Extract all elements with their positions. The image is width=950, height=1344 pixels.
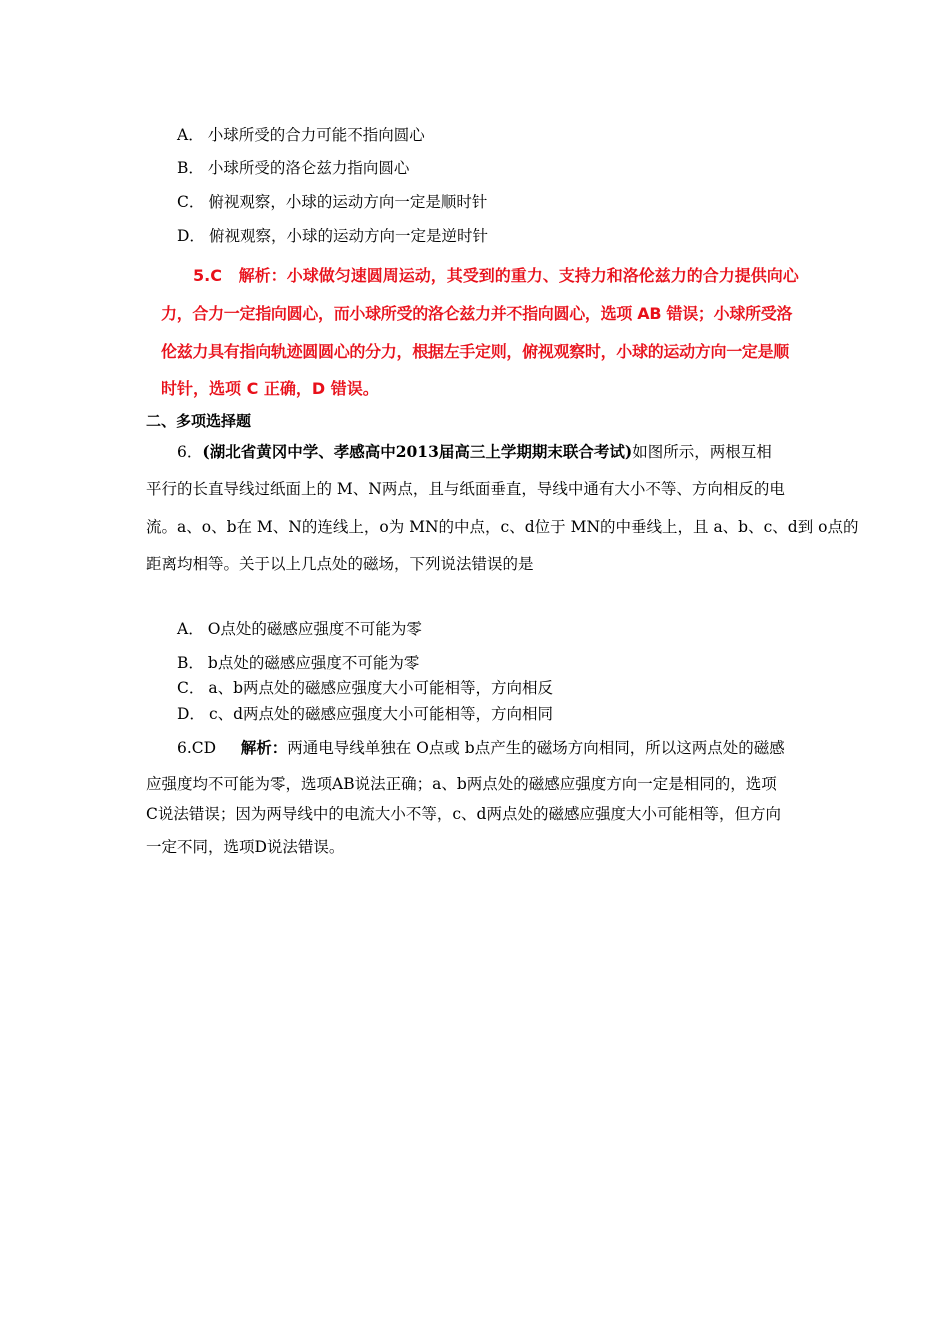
q6-answer-line-4: 一定不同，选项D说法错误。 [146,838,345,856]
q5-answer-line-3: 伦兹力具有指向轨迹圆圆心的分力，根据左手定则，俯视观察时，小球的运动方向一定是顺 [161,342,790,361]
answer-tag: 5.C [193,266,222,285]
option-label: B． [177,159,204,177]
option-text: 小球所受的合力可能不指向圆心 [207,126,425,144]
question-text: 如图所示，两根互相 [632,443,772,461]
question-number: 6． [177,443,203,461]
option-text: O点处的磁感应强度不可能为零 [207,620,422,638]
q6-stem-line-2: 平行的长直导线过纸面上的 M、N两点，且与纸面垂直，导线中通有大小不等、方向相反的电 [146,480,785,498]
answer-label: 解析： [240,738,288,757]
q6-stem-line-4: 距离均相等。关于以上几点处的磁场，下列说法错误的是 [146,555,534,573]
answer-text: 两通电导线单独在 O点或 b点产生的磁场方向相同，所以这两点处的磁感 [287,739,785,757]
q5-option-d [177,229,488,245]
option-label: D． [177,705,205,723]
q5-answer-line-2: 力，合力一定指向圆心，而小球所受的洛仑兹力并不指向圆心，选项 AB 错误；小球所受洛 [161,304,793,323]
q6-stem-line-3: 流。a、o、b在 M、N的连线上，o为 MN的中点，c、d位于 MN的中垂线上，且 a、b、c、d到 o点的 [146,518,859,536]
option-label: A． [177,620,204,638]
q6-option-a [177,622,422,638]
option-label: A． [177,126,204,144]
q6-answer-line-1 [177,740,785,757]
answer-text: 小球做匀速圆周运动，其受到的重力、支持力和洛伦兹力的合力提供向心 [286,266,799,285]
q5-option-c [177,195,487,211]
option-text: 俯视观察，小球的运动方向一定是逆时针 [208,227,488,245]
q5-option-b [177,161,409,177]
q6-option-d [177,707,553,723]
option-label: C． [177,193,205,211]
question-source: (湖北省黄冈中学、孝感高中2013届高三上学期期末联合考试) [202,442,633,461]
q5-option-a [177,128,425,144]
option-text: 俯视观察，小球的运动方向一定是顺时针 [208,193,488,211]
q6-stem-line-1 [177,444,772,461]
option-text: b点处的磁感应强度不可能为零 [207,654,420,672]
option-text: 小球所受的洛仑兹力指向圆心 [207,159,410,177]
q6-option-b [177,656,419,672]
option-label: D． [177,227,205,245]
answer-label: 解析： [238,266,287,285]
q5-answer-line-4: 时针，选项 C 正确，D 错误。 [161,379,379,398]
option-text: c、d两点处的磁感应强度大小可能相等，方向相同 [208,705,554,723]
option-text: a、b两点处的磁感应强度大小可能相等，方向相反 [208,679,554,697]
answer-tag: 6.CD [177,739,217,757]
q6-answer-line-2: 应强度均不可能为零，选项AB说法正确；a、b两点处的磁感应强度方向一定是相同的，选项 [146,775,777,793]
q5-answer-line-1 [193,268,799,284]
option-label: B． [177,654,204,672]
q6-option-c [177,681,553,697]
option-label: C． [177,679,205,697]
q6-answer-line-3: C说法错误；因为两导线中的电流大小不等，c、d两点处的磁感应强度大小可能相等，但方向 [146,805,781,823]
section-heading: 二、多项选择题 [146,412,252,430]
